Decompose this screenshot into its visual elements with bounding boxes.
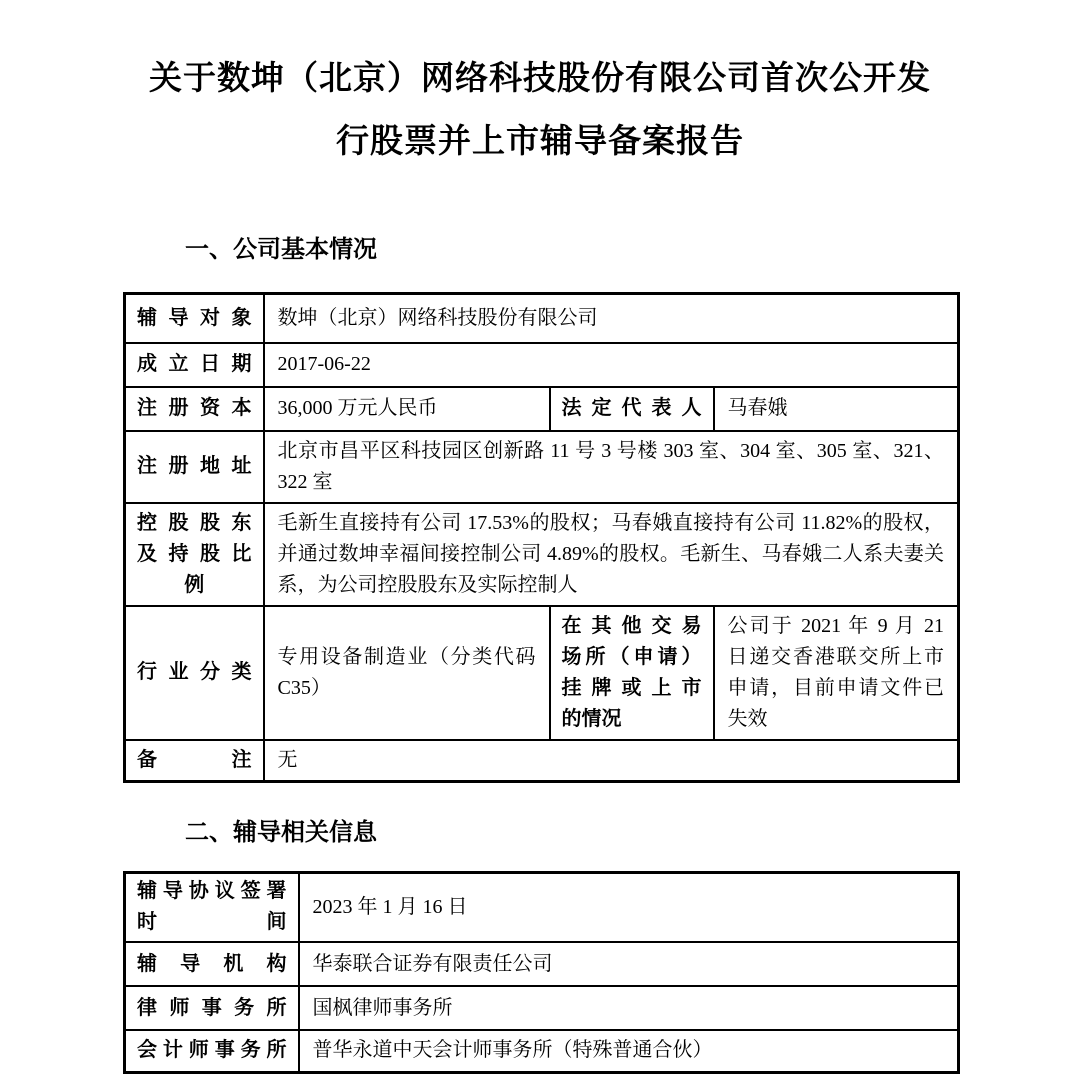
guidance-info-table <box>123 871 960 1074</box>
table-row-founding-date <box>125 343 959 387</box>
label-line: 在其他交易 <box>561 614 702 637</box>
value-cell: 华泰联合证券有限责任公司 <box>299 942 959 986</box>
value-cell: 北京市昌平区科技园区创新路 11 号 3 号楼 303 室、304 室、305 室、321、322 室 <box>264 431 959 503</box>
company-info-table <box>123 292 960 783</box>
label-line: 控股股东 <box>137 511 252 534</box>
value-cell: 无 <box>264 740 959 782</box>
document-title-line1: 关于数坤（北京）网络科技股份有限公司首次公开发 <box>149 59 931 96</box>
table-row-guidance-institution <box>125 942 959 986</box>
table-row-law-firm <box>125 986 959 1030</box>
label-cell-other-listing <box>550 606 714 740</box>
label-cell: 成立日期 <box>125 343 264 387</box>
label-line: 例 <box>184 573 205 596</box>
label-cell <box>125 503 264 606</box>
label-line: 挂牌或上市 <box>561 676 702 699</box>
table-row-industry-classification <box>125 606 959 740</box>
label-cell: 辅导对象 <box>125 294 264 343</box>
value-cell: 专用设备制造业（分类代码 C35） <box>264 606 550 740</box>
label-cell: 备注 <box>125 740 264 782</box>
section-heading-company-info: 一、公司基本情况 <box>185 236 377 263</box>
label-cell: 行业分类 <box>125 606 264 740</box>
value-cell: 普华永道中天会计师事务所（特殊普通合伙） <box>299 1030 959 1072</box>
value-cell: 2023 年 1 月 16 日 <box>299 872 959 942</box>
label-cell <box>125 872 299 942</box>
label-cell: 注册资本 <box>125 387 264 431</box>
label-line: 及持股比 <box>137 542 252 565</box>
label-line: 辅导协议签署 <box>137 880 287 903</box>
table-row-controlling-shareholder <box>125 503 959 606</box>
label-cell: 辅导机构 <box>125 942 299 986</box>
label-cell: 注册地址 <box>125 431 264 503</box>
value-cell-legal-representative: 马春娥 <box>714 387 959 431</box>
value-cell-other-listing: 公司于 2021 年 9 月 21 日递交香港联交所上市申请，目前申请文件已失效 <box>714 606 959 740</box>
label-line: 的情况 <box>561 707 622 730</box>
document-title <box>123 46 957 172</box>
value-cell: 国枫律师事务所 <box>299 986 959 1030</box>
label-line: 场所（申请） <box>561 645 702 668</box>
table-row-registered-capital <box>125 387 959 431</box>
section-heading-guidance-info: 二、辅导相关信息 <box>185 818 377 846</box>
table-row-registered-address <box>125 431 959 503</box>
document-title-line2: 行股票并上市辅导备案报告 <box>336 122 744 159</box>
value-cell: 数坤（北京）网络科技股份有限公司 <box>264 294 959 343</box>
value-cell: 毛新生直接持有公司 17.53%的股权；马春娥直接持有公司 11.82%的股权，并通过数坤幸福间接控制公司 4.89%的股权。毛新生、马春娥二人系夫妻关系，为公司控股股东及实际控制人 <box>264 503 959 606</box>
table-row-agreement-date <box>125 872 959 942</box>
label-cell: 律师事务所 <box>125 986 299 1030</box>
table-row-remarks <box>125 740 959 782</box>
table-row-accounting-firm <box>125 1030 959 1072</box>
table-row-guidance-target <box>125 294 959 343</box>
value-cell: 36,000 万元人民币 <box>264 387 550 431</box>
label-cell-legal-representative: 法定代表人 <box>550 387 714 431</box>
label-cell: 会计师事务所 <box>125 1030 299 1072</box>
value-cell: 2017-06-22 <box>264 343 959 387</box>
label-line: 时间 <box>137 911 287 934</box>
